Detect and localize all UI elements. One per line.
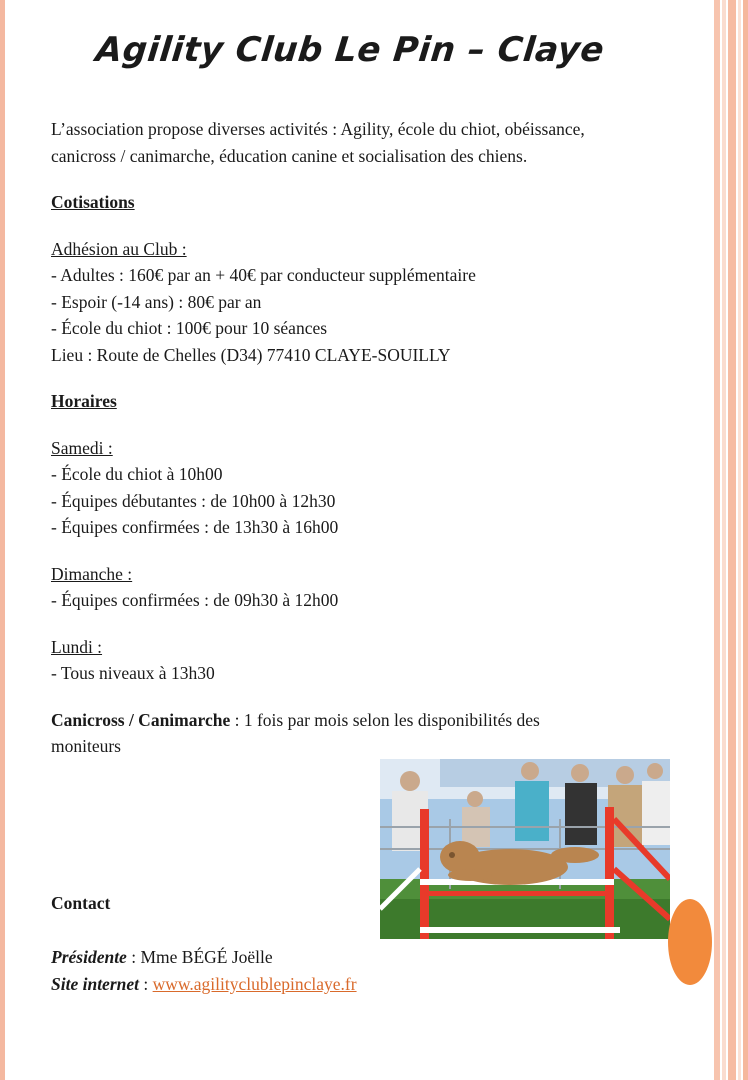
cotisations-block <box>51 236 701 369</box>
contact-details <box>51 944 357 998</box>
schedule-line: - Tous niveaux à 13h30 <box>51 663 215 683</box>
schedule-line: - École du chiot à 10h00 <box>51 464 223 484</box>
schedule-line: - Équipes confirmées : de 09h30 à 12h00 <box>51 590 339 610</box>
schedule-line: - Équipes confirmées : de 13h30 à 16h00 <box>51 517 339 537</box>
dimanche-block <box>51 561 701 614</box>
horaires-heading: Horaires <box>51 391 117 411</box>
lundi-label: Lundi : <box>51 636 103 657</box>
right-border-stripe <box>743 0 748 1080</box>
site-label: Site internet <box>51 974 139 994</box>
president-separator: : <box>126 947 141 967</box>
right-border-stripe <box>714 0 720 1080</box>
left-border-stripe <box>0 0 5 1080</box>
intro-line: L’association propose diverses activités : Agility, école du chiot, obéissance, <box>51 119 585 139</box>
contact-heading: Contact <box>51 893 111 913</box>
schedule-line: - Équipes débutantes : de 10h00 à 12h30 <box>51 490 336 511</box>
right-border-stripe <box>722 0 726 1080</box>
samedi-label: Samedi : <box>51 437 113 458</box>
intro-line: canicross / canimarche, éducation canine et socialisation des chiens. <box>51 145 528 166</box>
cotisation-line: - Espoir (-14 ans) : 80€ par an <box>51 291 262 312</box>
president-name: Mme BÉGÉ Joëlle <box>140 947 273 967</box>
president-label: Présidente <box>51 947 127 967</box>
right-border-stripe <box>738 0 741 1080</box>
location-line: Lieu : Route de Chelles (D34) 77410 CLAYE-SOUILLY <box>51 344 451 365</box>
website-link[interactable]: www.agilityclublepinclaye.fr <box>152 974 357 994</box>
lundi-block <box>51 634 701 687</box>
cotisation-line: - Adultes : 160€ par an + 40€ par conducteur supplémentaire <box>51 265 476 285</box>
adhesion-subheading: Adhésion au Club : <box>51 238 187 259</box>
main-content <box>51 116 701 780</box>
site-separator: : <box>139 974 153 994</box>
samedi-block <box>51 435 701 541</box>
dimanche-label: Dimanche : <box>51 563 133 584</box>
canicross-text: moniteurs <box>51 736 121 756</box>
canicross-label: Canicross / Canimarche <box>51 709 231 730</box>
agility-dog-photo <box>380 759 670 939</box>
right-border-stripe <box>728 0 736 1080</box>
canicross-block <box>51 707 701 760</box>
canicross-text: : 1 fois par mois selon les disponibilités des <box>230 709 540 730</box>
cotisations-heading: Cotisations <box>51 192 135 212</box>
cotisation-line: - École du chiot : 100€ pour 10 séances <box>51 318 328 338</box>
page-title: Agility Club Le Pin – Claye <box>93 30 607 70</box>
decorative-orange-oval <box>668 899 712 985</box>
intro-paragraph <box>51 116 701 169</box>
